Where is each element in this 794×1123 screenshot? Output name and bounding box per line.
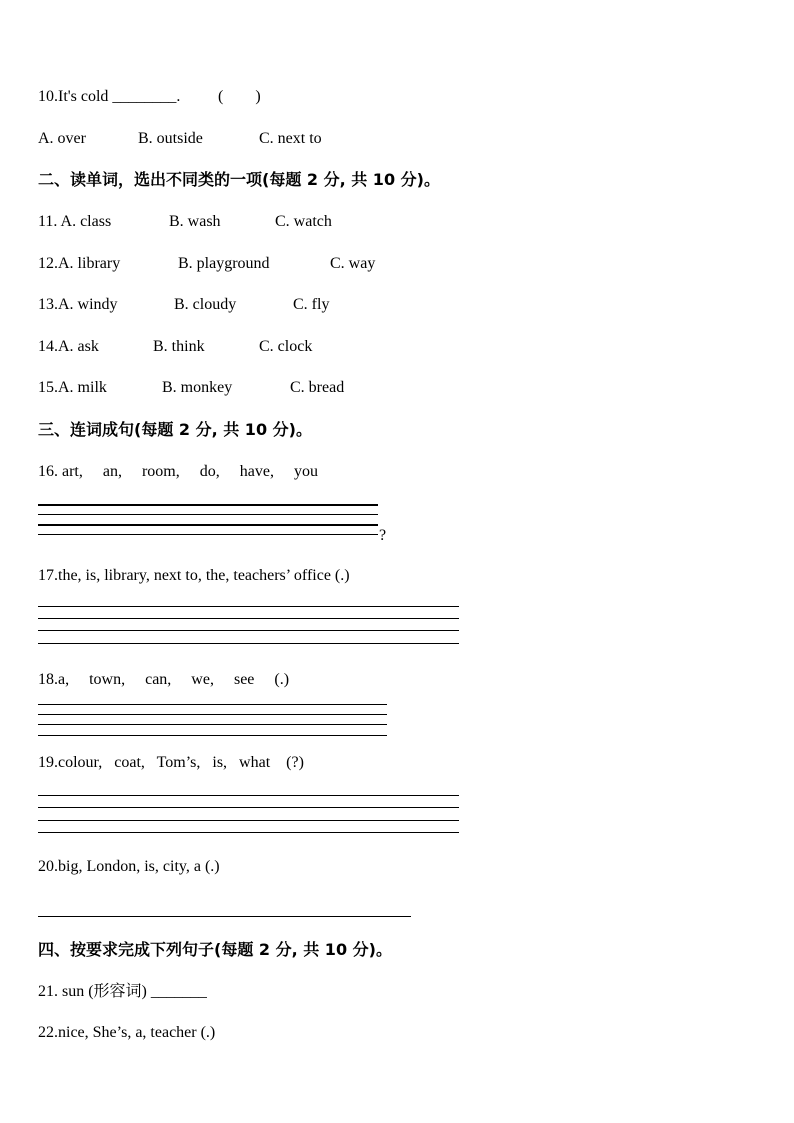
q11-option-c: C. watch — [275, 213, 332, 230]
section-2-heading: 二、读单词，选出不同类的一项(每题 2 分, 共 10 分)。 — [38, 170, 440, 189]
q14-option-b: B. think — [153, 338, 205, 355]
question-22: 22.nice, She’s, a, teacher (.) — [38, 1024, 216, 1041]
question-16: 16. art, an, room, do, have, you — [38, 463, 318, 480]
q13-option-a: 13.A. windy — [38, 296, 118, 313]
answer-line[interactable] — [38, 504, 378, 506]
q12-option-a: 12.A. library — [38, 255, 121, 272]
question-20: 20.big, London, is, city, a (.) — [38, 858, 220, 875]
q15-option-c: C. bread — [290, 379, 345, 396]
question-10: 10.It's cold ________. — [38, 88, 181, 105]
answer-paren-10: ( ) — [218, 88, 261, 105]
section-3-heading: 三、连词成句(每题 2 分, 共 10 分)。 — [38, 420, 312, 439]
q13-option-b: B. cloudy — [174, 296, 237, 313]
q14-option-c: C. clock — [259, 338, 313, 355]
q11-option-a: 11. A. class — [38, 213, 112, 230]
q15-option-b: B. monkey — [162, 379, 233, 396]
answer-line[interactable] — [38, 735, 387, 736]
answer-line[interactable] — [38, 606, 459, 607]
answer-line[interactable] — [38, 534, 378, 535]
q13-option-c: C. fly — [293, 296, 330, 313]
q15-option-a: 15.A. milk — [38, 379, 107, 396]
q10-option-a: A. over — [38, 130, 86, 147]
question-19: 19.colour, coat, Tom’s, is, what (?) — [38, 754, 304, 771]
answer-line[interactable] — [38, 704, 387, 705]
question-18: 18.a, town, can, we, see (.) — [38, 671, 290, 688]
answer-line[interactable] — [38, 643, 459, 644]
answer-line[interactable] — [38, 820, 459, 821]
section-4-heading: 四、按要求完成下列句子(每题 2 分, 共 10 分)。 — [38, 940, 392, 959]
q16-end-mark: ? — [379, 527, 387, 544]
answer-line[interactable] — [38, 630, 459, 631]
q10-option-b: B. outside — [138, 130, 203, 147]
q10-option-c: C. next to — [259, 130, 322, 147]
answer-line[interactable] — [38, 724, 387, 725]
q12-option-c: C. way — [330, 255, 376, 272]
answer-line[interactable] — [38, 524, 378, 526]
answer-line[interactable] — [38, 832, 459, 833]
answer-line[interactable] — [38, 807, 459, 808]
q12-option-b: B. playground — [178, 255, 270, 272]
answer-line[interactable] — [38, 795, 459, 796]
answer-line[interactable] — [38, 514, 378, 515]
answer-line[interactable] — [38, 714, 387, 715]
answer-line[interactable] — [38, 618, 459, 619]
question-17: 17.the, is, library, next to, the, teachers’ office (.) — [38, 567, 350, 584]
question-21: 21. sun (形容词) _______ — [38, 983, 207, 1000]
q14-option-a: 14.A. ask — [38, 338, 99, 355]
answer-line[interactable] — [38, 916, 411, 917]
q11-option-b: B. wash — [169, 213, 221, 230]
